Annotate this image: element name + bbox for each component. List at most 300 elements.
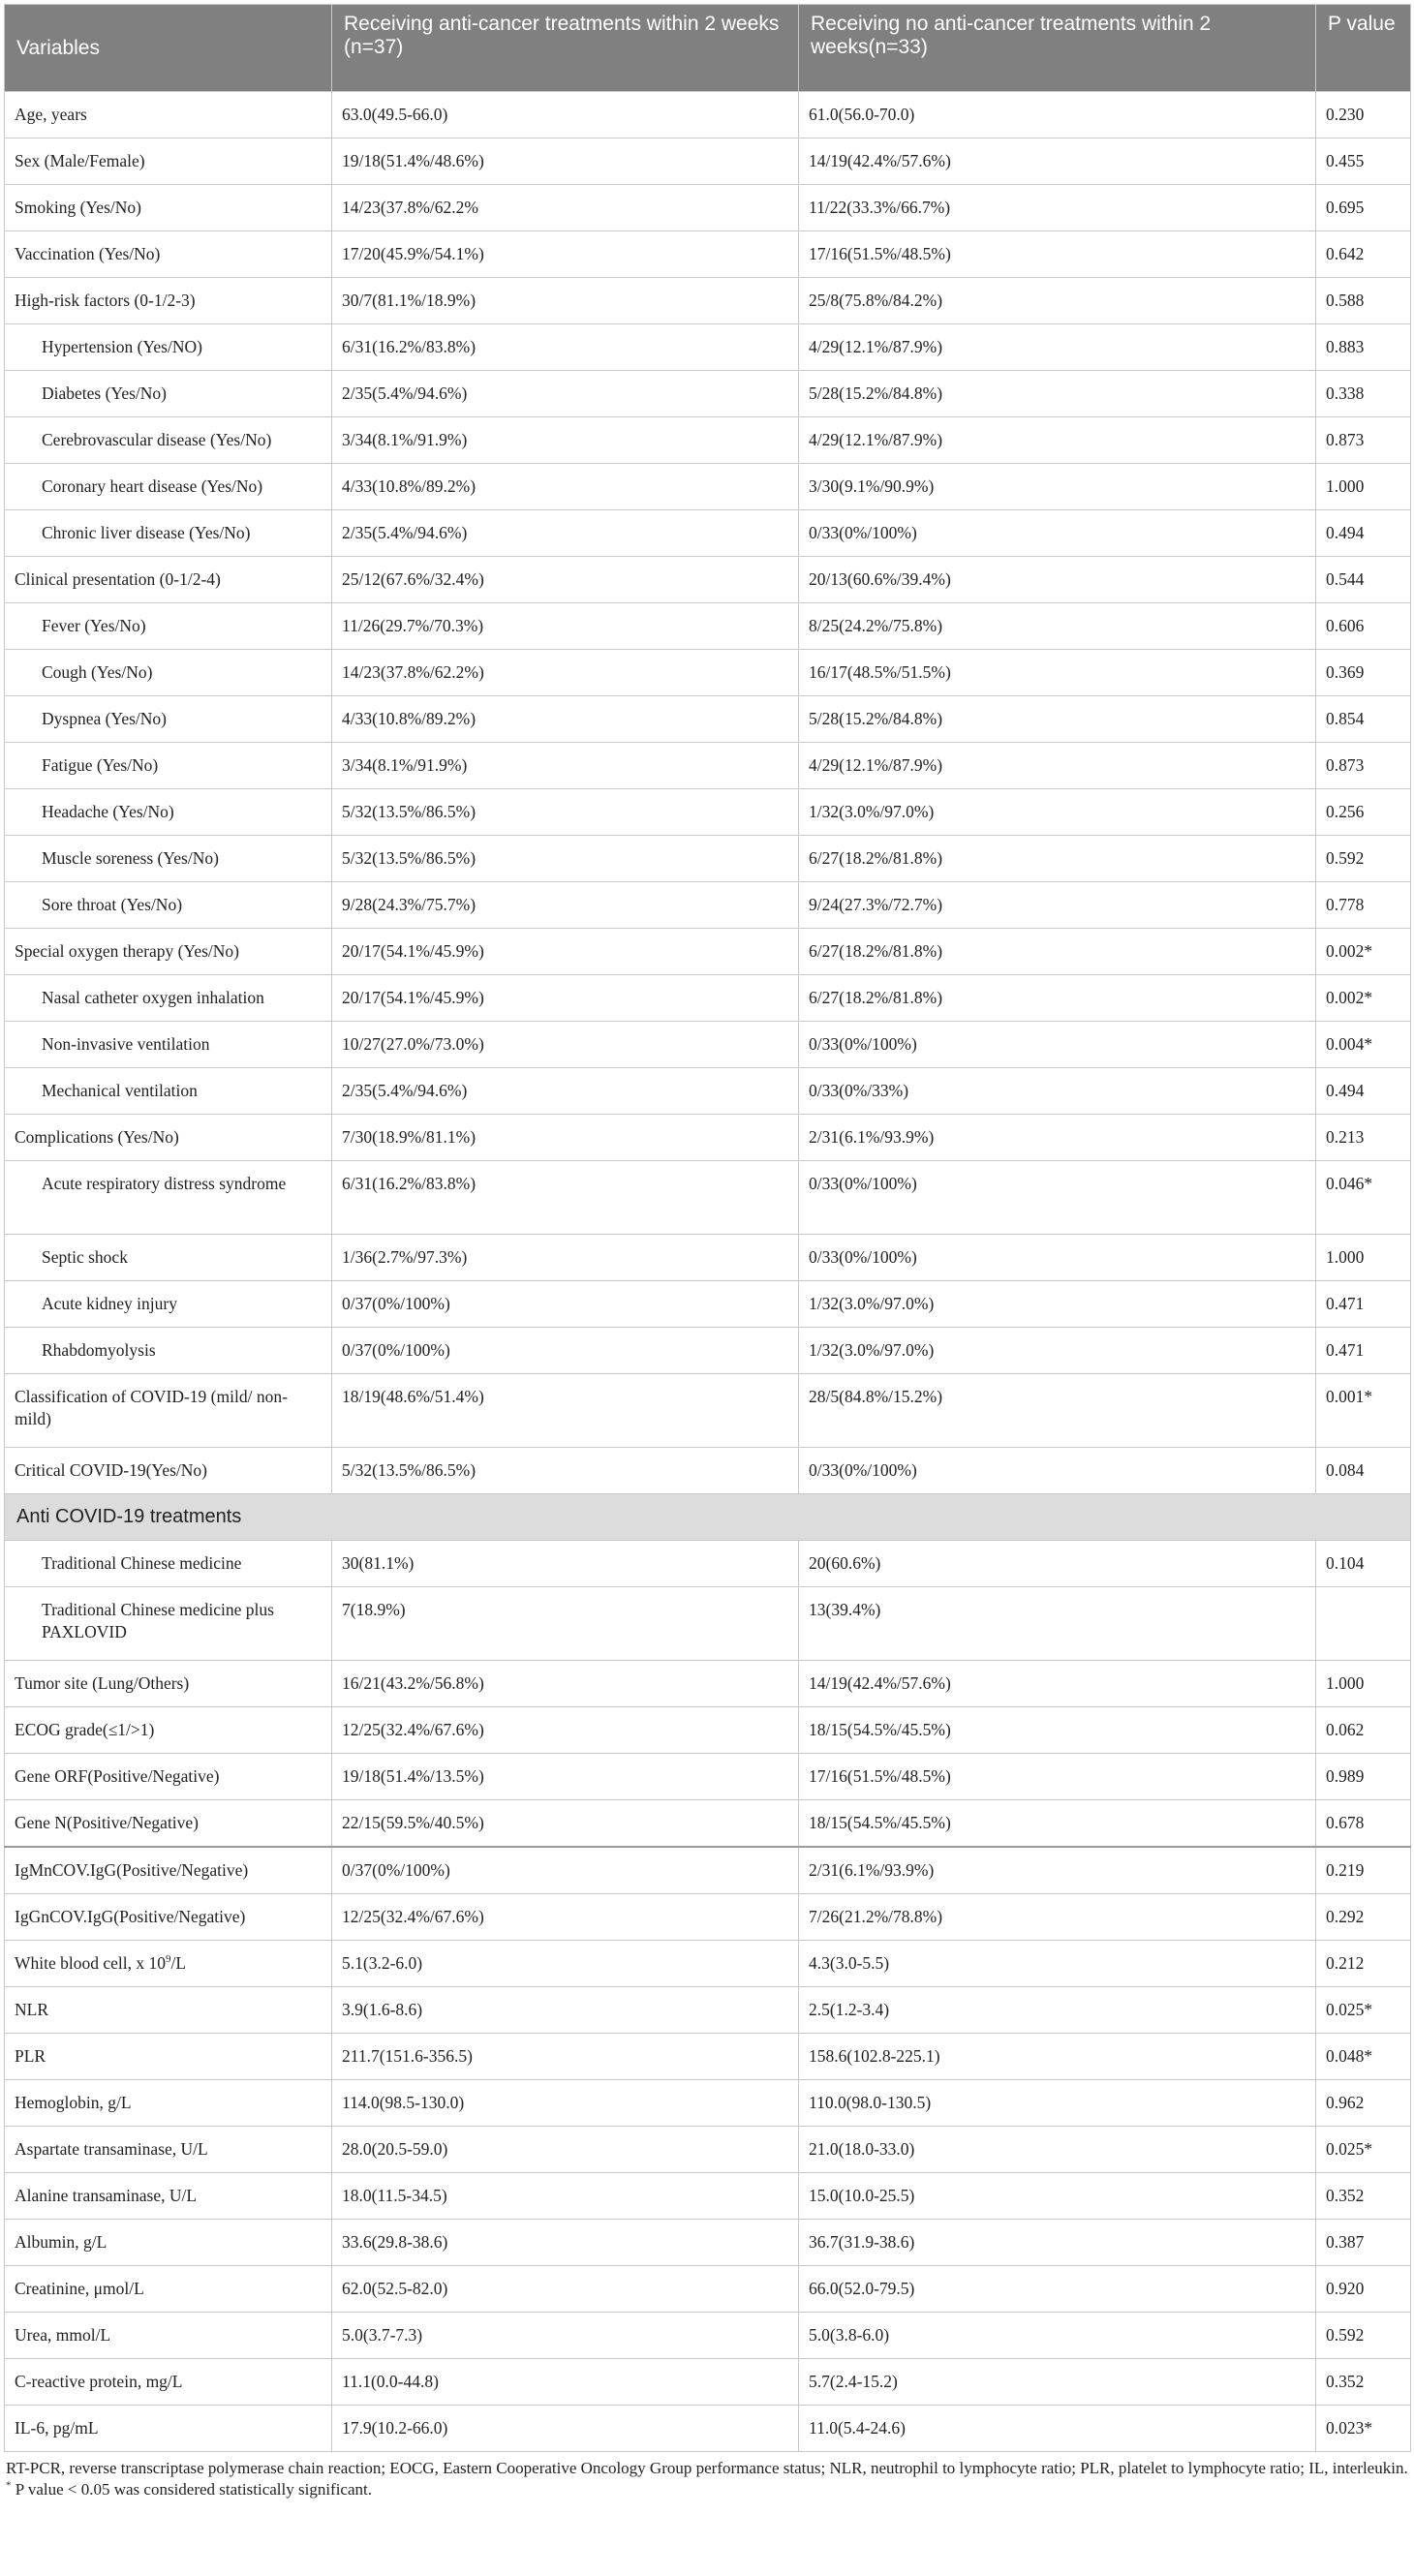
variable-label: Gene N(Positive/Negative) — [15, 1813, 200, 1832]
p-value-cell: 0.213 — [1316, 1115, 1411, 1161]
anti-cancer-value-cell: 5/32(13.5%/86.5%) — [332, 789, 799, 836]
variable-cell — [5, 2313, 332, 2359]
variable-label: Chronic liver disease (Yes/No) — [42, 523, 251, 542]
p-value-cell: 0.352 — [1316, 2173, 1411, 2220]
no-anti-cancer-value-cell: 6/27(18.2%/81.8%) — [799, 929, 1316, 975]
variable-label: Acute kidney injury — [42, 1294, 177, 1313]
table-row — [5, 836, 1411, 882]
variable-cell — [5, 1754, 332, 1800]
variable-label: ECOG grade(≤1/>1) — [15, 1720, 155, 1739]
anti-cancer-value-cell: 12/25(32.4%/67.6%) — [332, 1707, 799, 1754]
variable-label-tail: /L — [170, 1953, 187, 1973]
variable-cell — [5, 1661, 332, 1707]
table-row — [5, 929, 1411, 975]
p-value-cell: 0.455 — [1316, 138, 1411, 185]
variable-label: Hemoglobin, g/L — [15, 2093, 132, 2112]
variable-cell — [5, 510, 332, 557]
p-value-cell: 1.000 — [1316, 1235, 1411, 1281]
anti-cancer-value-cell: 20/17(54.1%/45.9%) — [332, 929, 799, 975]
variable-label: NLR — [15, 2000, 48, 2019]
variable-label: Non-invasive ventilation — [42, 1034, 210, 1054]
anti-cancer-value-cell: 3.9(1.6-8.6) — [332, 1987, 799, 2034]
variable-cell — [5, 1022, 332, 1068]
table-row — [5, 1448, 1411, 1494]
footnote-abbreviations: RT-PCR, reverse transcriptase polymerase chain reaction; EOCG, Eastern Cooperative Oncology Group performance status; NLR, neutrophil to lymphocyte ratio; PLR, platelet to lymphocyte ratio; IL, interleukin. — [6, 2459, 1408, 2477]
no-anti-cancer-value-cell: 7/26(21.2%/78.8%) — [799, 1894, 1316, 1941]
variable-label: Traditional Chinese medicine — [42, 1553, 242, 1573]
anti-cancer-value-cell: 10/27(27.0%/73.0%) — [332, 1022, 799, 1068]
variable-label: Diabetes (Yes/No) — [42, 383, 167, 403]
variable-label: Mechanical ventilation — [42, 1081, 198, 1100]
anti-cancer-value-cell: 25/12(67.6%/32.4%) — [332, 557, 799, 603]
p-value-cell: 0.048* — [1316, 2034, 1411, 2080]
anti-cancer-value-cell: 0/37(0%/100%) — [332, 1328, 799, 1374]
no-anti-cancer-value-cell: 0/33(0%/33%) — [799, 1068, 1316, 1115]
variable-label: Vaccination (Yes/No) — [15, 244, 161, 263]
no-anti-cancer-value-cell: 2/31(6.1%/93.9%) — [799, 1115, 1316, 1161]
table-row — [5, 975, 1411, 1022]
table-row — [5, 1941, 1411, 1987]
p-value-cell: 1.000 — [1316, 464, 1411, 510]
variable-label: Fatigue (Yes/No) — [42, 755, 159, 775]
table-row — [5, 2313, 1411, 2359]
variable-label: Albumin, g/L — [15, 2232, 108, 2252]
variable-cell — [5, 2034, 332, 2080]
anti-cancer-value-cell: 16/21(43.2%/56.8%) — [332, 1661, 799, 1707]
anti-cancer-value-cell: 1/36(2.7%/97.3%) — [332, 1235, 799, 1281]
table-container — [4, 4, 1410, 2500]
p-value-cell — [1316, 1587, 1411, 1661]
p-value-cell: 0.352 — [1316, 2359, 1411, 2406]
anti-cancer-value-cell: 11.1(0.0-44.8) — [332, 2359, 799, 2406]
table-row — [5, 1541, 1411, 1587]
variable-cell — [5, 1707, 332, 1754]
table-row — [5, 743, 1411, 789]
p-value-cell: 0.256 — [1316, 789, 1411, 836]
variable-label: Rhabdomyolysis — [42, 1340, 156, 1360]
no-anti-cancer-value-cell: 0/33(0%/100%) — [799, 1161, 1316, 1235]
p-value-cell: 0.046* — [1316, 1161, 1411, 1235]
variable-label: Sore throat (Yes/No) — [42, 895, 183, 914]
variable-label: Alanine transaminase, U/L — [15, 2186, 198, 2205]
anti-cancer-value-cell: 19/18(51.4%/48.6%) — [332, 138, 799, 185]
anti-cancer-value-cell: 0/37(0%/100%) — [332, 1281, 799, 1328]
no-anti-cancer-value-cell: 0/33(0%/100%) — [799, 1448, 1316, 1494]
p-value-cell: 0.025* — [1316, 1987, 1411, 2034]
p-value-cell: 0.338 — [1316, 371, 1411, 417]
p-value-cell: 0.471 — [1316, 1328, 1411, 1374]
variable-cell — [5, 975, 332, 1022]
table-row — [5, 1235, 1411, 1281]
anti-cancer-value-cell: 5.1(3.2-6.0) — [332, 1941, 799, 1987]
no-anti-cancer-value-cell: 21.0(18.0-33.0) — [799, 2127, 1316, 2173]
no-anti-cancer-value-cell: 6/27(18.2%/81.8%) — [799, 975, 1316, 1022]
variable-cell — [5, 278, 332, 324]
no-anti-cancer-value-cell: 5.7(2.4-15.2) — [799, 2359, 1316, 2406]
no-anti-cancer-value-cell: 2.5(1.2-3.4) — [799, 1987, 1316, 2034]
no-anti-cancer-value-cell: 17/16(51.5%/48.5%) — [799, 1754, 1316, 1800]
table-row — [5, 882, 1411, 929]
p-value-cell: 0.369 — [1316, 650, 1411, 696]
variable-cell — [5, 417, 332, 464]
no-anti-cancer-value-cell: 158.6(102.8-225.1) — [799, 2034, 1316, 2080]
anti-cancer-value-cell: 18/19(48.6%/51.4%) — [332, 1374, 799, 1448]
variable-label: Clinical presentation (0-1/2-4) — [15, 569, 221, 589]
variable-label: Gene ORF(Positive/Negative) — [15, 1766, 220, 1786]
p-value-cell: 0.387 — [1316, 2220, 1411, 2266]
table-row — [5, 1587, 1411, 1661]
p-value-cell: 0.642 — [1316, 231, 1411, 278]
p-value-cell: 0.873 — [1316, 417, 1411, 464]
table-body — [5, 92, 1411, 2452]
table-row — [5, 1068, 1411, 1115]
no-anti-cancer-value-cell: 4/29(12.1%/87.9%) — [799, 743, 1316, 789]
anti-cancer-value-cell: 5/32(13.5%/86.5%) — [332, 1448, 799, 1494]
variable-label: IgMnCOV.IgG(Positive/Negative) — [15, 1860, 249, 1880]
variable-cell — [5, 324, 332, 371]
table-row — [5, 1894, 1411, 1941]
p-value-cell: 0.778 — [1316, 882, 1411, 929]
table-row — [5, 371, 1411, 417]
variable-cell — [5, 1161, 332, 1235]
variable-cell — [5, 1374, 332, 1448]
p-value-cell: 0.592 — [1316, 2313, 1411, 2359]
variable-cell — [5, 231, 332, 278]
table-row — [5, 1281, 1411, 1328]
p-value-cell: 1.000 — [1316, 1661, 1411, 1707]
header-no-anti-cancer-group: Receiving no anti-cancer treatments within 2 weeks(n=33) — [799, 5, 1316, 92]
anti-cancer-value-cell: 2/35(5.4%/94.6%) — [332, 510, 799, 557]
variable-cell — [5, 1448, 332, 1494]
variable-cell — [5, 2220, 332, 2266]
table-row — [5, 510, 1411, 557]
table-row — [5, 231, 1411, 278]
variable-label: Headache (Yes/No) — [42, 802, 174, 821]
anti-cancer-value-cell: 4/33(10.8%/89.2%) — [332, 696, 799, 743]
variable-label: Muscle soreness (Yes/No) — [42, 848, 219, 868]
variable-label: White blood cell, x 10 — [15, 1953, 167, 1973]
table-row — [5, 1328, 1411, 1374]
variable-label: Creatinine, μmol/L — [15, 2279, 144, 2298]
table-row — [5, 1707, 1411, 1754]
no-anti-cancer-value-cell: 1/32(3.0%/97.0%) — [799, 1281, 1316, 1328]
variable-label: High-risk factors (0-1/2-3) — [15, 291, 196, 310]
anti-cancer-value-cell: 3/34(8.1%/91.9%) — [332, 743, 799, 789]
table-row — [5, 1661, 1411, 1707]
variable-label: Critical COVID-19(Yes/No) — [15, 1460, 207, 1480]
variable-cell — [5, 650, 332, 696]
table-header-row — [5, 5, 1411, 92]
variable-cell — [5, 1800, 332, 1848]
variable-label: IL-6, pg/mL — [15, 2418, 99, 2438]
table-row — [5, 138, 1411, 185]
variable-cell — [5, 2173, 332, 2220]
no-anti-cancer-value-cell: 0/33(0%/100%) — [799, 510, 1316, 557]
anti-cancer-value-cell: 17/20(45.9%/54.1%) — [332, 231, 799, 278]
no-anti-cancer-value-cell: 13(39.4%) — [799, 1587, 1316, 1661]
no-anti-cancer-value-cell: 0/33(0%/100%) — [799, 1022, 1316, 1068]
footnote-significance-text: P value < 0.05 was considered statistically significant. — [11, 2480, 372, 2499]
no-anti-cancer-value-cell: 66.0(52.0-79.5) — [799, 2266, 1316, 2313]
variable-label: Fever (Yes/No) — [42, 616, 146, 635]
p-value-cell: 0.471 — [1316, 1281, 1411, 1328]
table-row — [5, 1987, 1411, 2034]
no-anti-cancer-value-cell: 5/28(15.2%/84.8%) — [799, 696, 1316, 743]
variable-cell — [5, 743, 332, 789]
no-anti-cancer-value-cell: 6/27(18.2%/81.8%) — [799, 836, 1316, 882]
no-anti-cancer-value-cell: 15.0(10.0-25.5) — [799, 2173, 1316, 2220]
anti-cancer-value-cell: 6/31(16.2%/83.8%) — [332, 324, 799, 371]
variable-label: PLR — [15, 2046, 46, 2066]
table-row — [5, 2127, 1411, 2173]
table-row — [5, 557, 1411, 603]
p-value-cell: 0.212 — [1316, 1941, 1411, 1987]
p-value-cell: 0.544 — [1316, 557, 1411, 603]
table-row — [5, 2406, 1411, 2452]
variable-label: Nasal catheter oxygen inhalation — [42, 988, 264, 1007]
variable-cell — [5, 789, 332, 836]
table-row — [5, 603, 1411, 650]
no-anti-cancer-value-cell: 4.3(3.0-5.5) — [799, 1941, 1316, 1987]
no-anti-cancer-value-cell: 1/32(3.0%/97.0%) — [799, 789, 1316, 836]
variable-cell — [5, 138, 332, 185]
anti-cancer-value-cell: 12/25(32.4%/67.6%) — [332, 1894, 799, 1941]
variable-cell — [5, 1987, 332, 2034]
table-row — [5, 2080, 1411, 2127]
table-footnotes — [4, 2452, 1414, 2500]
table-row — [5, 278, 1411, 324]
variable-cell — [5, 2080, 332, 2127]
no-anti-cancer-value-cell: 36.7(31.9-38.6) — [799, 2220, 1316, 2266]
p-value-cell: 0.025* — [1316, 2127, 1411, 2173]
anti-cancer-value-cell: 22/15(59.5%/40.5%) — [332, 1800, 799, 1848]
p-value-cell: 0.695 — [1316, 185, 1411, 231]
table-row — [5, 324, 1411, 371]
no-anti-cancer-value-cell: 4/29(12.1%/87.9%) — [799, 417, 1316, 464]
variable-label: Traditional Chinese medicine plus PAXLOVID — [42, 1600, 274, 1641]
table-row — [5, 92, 1411, 138]
footnote-star: * — [6, 2479, 12, 2492]
variable-cell — [5, 1847, 332, 1894]
no-anti-cancer-value-cell: 20/13(60.6%/39.4%) — [799, 557, 1316, 603]
anti-cancer-value-cell: 0/37(0%/100%) — [332, 1847, 799, 1894]
variable-cell — [5, 1541, 332, 1587]
no-anti-cancer-value-cell: 8/25(24.2%/75.8%) — [799, 603, 1316, 650]
table-row — [5, 2359, 1411, 2406]
p-value-cell: 0.062 — [1316, 1707, 1411, 1754]
p-value-cell: 0.588 — [1316, 278, 1411, 324]
variable-cell — [5, 1068, 332, 1115]
variable-label: Age, years — [15, 105, 87, 124]
variable-cell — [5, 1941, 332, 1987]
variable-cell — [5, 603, 332, 650]
no-anti-cancer-value-cell: 0/33(0%/100%) — [799, 1235, 1316, 1281]
anti-cancer-value-cell: 18.0(11.5-34.5) — [332, 2173, 799, 2220]
anti-cancer-value-cell: 28.0(20.5-59.0) — [332, 2127, 799, 2173]
anti-cancer-value-cell: 2/35(5.4%/94.6%) — [332, 371, 799, 417]
table-row — [5, 696, 1411, 743]
footnote-significance — [6, 2479, 1412, 2500]
no-anti-cancer-value-cell: 17/16(51.5%/48.5%) — [799, 231, 1316, 278]
variable-cell — [5, 836, 332, 882]
variable-label: Complications (Yes/No) — [15, 1127, 179, 1147]
variable-cell — [5, 371, 332, 417]
variable-cell — [5, 92, 332, 138]
anti-cancer-value-cell: 5/32(13.5%/86.5%) — [332, 836, 799, 882]
variable-cell — [5, 557, 332, 603]
variable-label: Acute respiratory distress syndrome — [42, 1174, 287, 1193]
header-variables: Variables — [5, 5, 332, 92]
table-row — [5, 417, 1411, 464]
p-value-cell: 0.084 — [1316, 1448, 1411, 1494]
variable-cell — [5, 2406, 332, 2452]
p-value-cell: 0.002* — [1316, 929, 1411, 975]
no-anti-cancer-value-cell: 16/17(48.5%/51.5%) — [799, 650, 1316, 696]
no-anti-cancer-value-cell: 14/19(42.4%/57.6%) — [799, 1661, 1316, 1707]
no-anti-cancer-value-cell: 28/5(84.8%/15.2%) — [799, 1374, 1316, 1448]
variable-cell — [5, 2266, 332, 2313]
no-anti-cancer-value-cell: 11.0(5.4-24.6) — [799, 2406, 1316, 2452]
p-value-cell: 0.962 — [1316, 2080, 1411, 2127]
table-row — [5, 650, 1411, 696]
anti-cancer-value-cell: 14/23(37.8%/62.2% — [332, 185, 799, 231]
no-anti-cancer-value-cell: 5/28(15.2%/84.8%) — [799, 371, 1316, 417]
variable-cell — [5, 929, 332, 975]
no-anti-cancer-value-cell: 9/24(27.3%/72.7%) — [799, 882, 1316, 929]
no-anti-cancer-value-cell: 18/15(54.5%/45.5%) — [799, 1800, 1316, 1848]
table-row — [5, 1115, 1411, 1161]
p-value-cell: 0.292 — [1316, 1894, 1411, 1941]
variable-cell — [5, 1281, 332, 1328]
variable-label: Cerebrovascular disease (Yes/No) — [42, 430, 272, 449]
variable-cell — [5, 185, 332, 231]
anti-cancer-value-cell: 4/33(10.8%/89.2%) — [332, 464, 799, 510]
anti-cancer-value-cell: 9/28(24.3%/75.7%) — [332, 882, 799, 929]
p-value-cell: 0.920 — [1316, 2266, 1411, 2313]
variable-cell — [5, 1587, 332, 1661]
variable-label: C-reactive protein, mg/L — [15, 2372, 183, 2391]
no-anti-cancer-value-cell: 11/22(33.3%/66.7%) — [799, 185, 1316, 231]
table-row — [5, 2034, 1411, 2080]
variable-label: Coronary heart disease (Yes/No) — [42, 476, 263, 496]
anti-cancer-value-cell: 17.9(10.2-66.0) — [332, 2406, 799, 2452]
variable-label: Sex (Male/Female) — [15, 151, 145, 170]
table-row — [5, 2220, 1411, 2266]
variable-label-superscript: 9 — [166, 1953, 171, 1966]
variable-label: Aspartate transaminase, U/L — [15, 2139, 208, 2159]
anti-cancer-value-cell: 7(18.9%) — [332, 1587, 799, 1661]
variable-cell — [5, 1235, 332, 1281]
table-row — [5, 1800, 1411, 1848]
variable-label: Urea, mmol/L — [15, 2325, 111, 2345]
header-anti-cancer-group: Receiving anti-cancer treatments within 2 weeks (n=37) — [332, 5, 799, 92]
anti-cancer-value-cell: 3/34(8.1%/91.9%) — [332, 417, 799, 464]
variable-label: Dyspnea (Yes/No) — [42, 709, 167, 728]
anti-cancer-value-cell: 5.0(3.7-7.3) — [332, 2313, 799, 2359]
table-row — [5, 789, 1411, 836]
anti-cancer-value-cell: 14/23(37.8%/62.2%) — [332, 650, 799, 696]
no-anti-cancer-value-cell: 25/8(75.8%/84.2%) — [799, 278, 1316, 324]
variable-label: Septic shock — [42, 1247, 128, 1267]
anti-cancer-value-cell: 63.0(49.5-66.0) — [332, 92, 799, 138]
p-value-cell: 0.104 — [1316, 1541, 1411, 1587]
p-value-cell: 0.002* — [1316, 975, 1411, 1022]
anti-cancer-value-cell: 6/31(16.2%/83.8%) — [332, 1161, 799, 1235]
header-p-value: P value — [1316, 5, 1411, 92]
table-row — [5, 1374, 1411, 1448]
anti-cancer-value-cell: 2/35(5.4%/94.6%) — [332, 1068, 799, 1115]
table-row — [5, 1022, 1411, 1068]
anti-cancer-value-cell: 20/17(54.1%/45.9%) — [332, 975, 799, 1022]
no-anti-cancer-value-cell: 2/31(6.1%/93.9%) — [799, 1847, 1316, 1894]
section-heading-anti-covid-treatments: Anti COVID-19 treatments — [5, 1494, 1411, 1541]
p-value-cell: 0.678 — [1316, 1800, 1411, 1848]
p-value-cell: 0.592 — [1316, 836, 1411, 882]
variable-label: Tumor site (Lung/Others) — [15, 1673, 190, 1693]
p-value-cell: 0.873 — [1316, 743, 1411, 789]
table-row — [5, 185, 1411, 231]
p-value-cell: 0.494 — [1316, 1068, 1411, 1115]
variable-cell — [5, 464, 332, 510]
table-row — [5, 2266, 1411, 2313]
variable-label: Cough (Yes/No) — [42, 662, 153, 682]
p-value-cell: 0.230 — [1316, 92, 1411, 138]
table-row — [5, 2173, 1411, 2220]
table-row — [5, 1847, 1411, 1894]
table-row — [5, 464, 1411, 510]
anti-cancer-value-cell: 33.6(29.8-38.6) — [332, 2220, 799, 2266]
p-value-cell: 0.989 — [1316, 1754, 1411, 1800]
variable-label: Classification of COVID-19 (mild/ non-mild) — [15, 1387, 288, 1428]
variable-cell — [5, 1894, 332, 1941]
p-value-cell: 0.001* — [1316, 1374, 1411, 1448]
no-anti-cancer-value-cell: 1/32(3.0%/97.0%) — [799, 1328, 1316, 1374]
anti-cancer-value-cell: 19/18(51.4%/13.5%) — [332, 1754, 799, 1800]
no-anti-cancer-value-cell: 14/19(42.4%/57.6%) — [799, 138, 1316, 185]
variable-cell — [5, 2359, 332, 2406]
variable-label: Special oxygen therapy (Yes/No) — [15, 941, 239, 961]
anti-cancer-value-cell: 30/7(81.1%/18.9%) — [332, 278, 799, 324]
anti-cancer-value-cell: 114.0(98.5-130.0) — [332, 2080, 799, 2127]
variable-label: Smoking (Yes/No) — [15, 198, 141, 217]
anti-cancer-value-cell: 30(81.1%) — [332, 1541, 799, 1587]
p-value-cell: 0.854 — [1316, 696, 1411, 743]
section-row — [5, 1494, 1411, 1541]
table-row — [5, 1754, 1411, 1800]
no-anti-cancer-value-cell: 20(60.6%) — [799, 1541, 1316, 1587]
no-anti-cancer-value-cell: 18/15(54.5%/45.5%) — [799, 1707, 1316, 1754]
no-anti-cancer-value-cell: 4/29(12.1%/87.9%) — [799, 324, 1316, 371]
table-row — [5, 1161, 1411, 1235]
anti-cancer-value-cell: 11/26(29.7%/70.3%) — [332, 603, 799, 650]
p-value-cell: 0.883 — [1316, 324, 1411, 371]
p-value-cell: 0.494 — [1316, 510, 1411, 557]
no-anti-cancer-value-cell: 110.0(98.0-130.5) — [799, 2080, 1316, 2127]
anti-cancer-value-cell: 62.0(52.5-82.0) — [332, 2266, 799, 2313]
anti-cancer-value-cell: 7/30(18.9%/81.1%) — [332, 1115, 799, 1161]
anti-cancer-value-cell: 211.7(151.6-356.5) — [332, 2034, 799, 2080]
variable-label: Hypertension (Yes/NO) — [42, 337, 202, 356]
variable-cell — [5, 1115, 332, 1161]
variable-label: IgGnCOV.IgG(Positive/Negative) — [15, 1907, 246, 1926]
variable-cell — [5, 2127, 332, 2173]
p-value-cell: 0.023* — [1316, 2406, 1411, 2452]
clinical-characteristics-table — [4, 4, 1411, 2452]
no-anti-cancer-value-cell: 5.0(3.8-6.0) — [799, 2313, 1316, 2359]
no-anti-cancer-value-cell: 61.0(56.0-70.0) — [799, 92, 1316, 138]
p-value-cell: 0.219 — [1316, 1847, 1411, 1894]
variable-cell — [5, 696, 332, 743]
